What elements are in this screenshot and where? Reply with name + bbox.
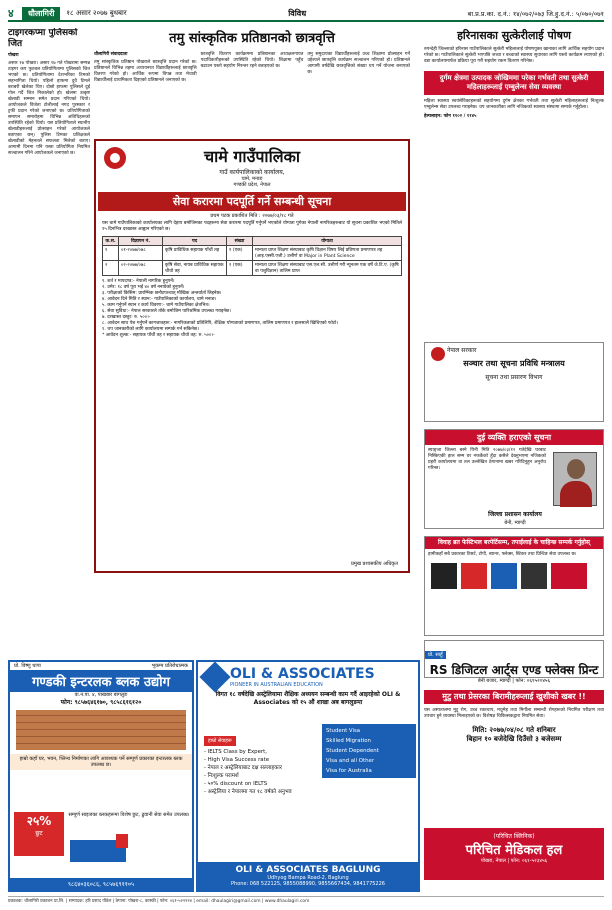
tshirt-icon bbox=[461, 563, 487, 589]
notice-title: चामे गाउँपालिका bbox=[203, 147, 301, 166]
right-notice-head: दुर्गम क्षेत्रमा उत्पादक जोखिममा परेका गर्भवती तथा सुत्केरी महिलाहरूलाई एम्बुलेन्स सेवा व्यवस्था bbox=[424, 71, 604, 95]
col-header: संख्या bbox=[227, 237, 253, 246]
discount-value: २५% bbox=[26, 814, 52, 828]
notice-rule: ९. थप जानकारीको लागि कार्यालयमा सम्पर्क गर्न सकिनेछ। bbox=[102, 327, 199, 332]
oli-footer-title: OLI & ASSOCIATES BAGLUNG bbox=[235, 865, 381, 875]
oli-visa-item: Visa for Australia bbox=[326, 768, 372, 774]
nepal-emblem-icon bbox=[431, 347, 445, 361]
oli-visa-item: Visa and all Other bbox=[326, 758, 375, 764]
tshirt-icon bbox=[431, 563, 457, 589]
missing-notice-body: स्याङ्जा जिल्ला बस्ने यिनी मिति २०७७/०३/१२ गतेदेखि घरबाट निस्किएकी हाल सम्म घर नफर्केको हुँदा कसैले देख्नुभएमा नजिकको प्रहरी कार्यालयमा वा तल उल्लेखित ठेगानामा खबर गरिदिनुहुन अनुरोध गरिन्छ। bbox=[428, 448, 546, 471]
notice-intro: यस चामे गाउँपालिकाको कार्यालयका लागि देहाय बमोजिमका पदहरूमा सेवा करारमा पदपूर्ति गर्नुपर्ने भएकोले योग्यता पुगेका नेपाली नागरिकहरूबाट यो सूचना प्रकाशित भएको मितिले १५ दिनभित्र दरखास्त आह्वान गरिएको छ। bbox=[102, 221, 402, 232]
left-headline: टाइगरकप्मा पुलिसको जित bbox=[8, 28, 78, 49]
missing-notice-place: बेनी, म्याग्दी bbox=[504, 520, 526, 526]
block-slogan: भूकम्प प्रतिरोधात्मक bbox=[151, 663, 188, 669]
right-article-text: रुपन्देही जिल्लाको हरिनास गाउँपालिकाले सुत्केरी महिलालाई पोषणयुक्त खानाका लागि आर्थिक सहयोग प्रदान गरेको छ। गाउँपालिकाले सुत्केरी भएपछि जच्चा र बच्चाको स्वास्थ्य सुधारका लागि यस्तो कार्यक्रम ल्याएको हो। वडा कार्यालयमार्फत प्रक्रिया पूरा गरी सहयोग रकम वितरण गरिनेछ। bbox=[424, 47, 604, 64]
page-number: ४ bbox=[8, 6, 14, 20]
notice-signature: प्रमुख प्रशासकीय अधिकृत bbox=[351, 561, 398, 567]
col-header: योग्यता bbox=[253, 237, 402, 246]
oli-service-item: - High Visa Success rate bbox=[204, 757, 270, 763]
truck-icon bbox=[70, 840, 126, 862]
gov-ministry: सञ्चार तथा सूचना प्रविधि मन्त्रालय bbox=[463, 359, 565, 368]
oli-visa-item: Student Visa bbox=[326, 728, 361, 734]
table-cell: १ bbox=[103, 246, 119, 261]
oli-service-item: - IELTS Class by Expert, bbox=[204, 749, 267, 755]
notice-province: गण्डकी प्रदेश, नेपाल bbox=[233, 182, 271, 188]
heart-news-date: मिति: २०७७/०४/०८ गते शनिबार bbox=[472, 726, 556, 734]
center-text-b: छात्रवृत्ति वितरण कार्यक्रममा प्रतिष्ठानका अध्यक्षलगायत पदाधिकारीहरूको उपस्थिति रहेको थियो। शिक्षामा पहुँच बढाउन यस्तो सहयोग निरन्तर रहने बताइएको छ। bbox=[200, 52, 304, 69]
center-col-1 bbox=[94, 52, 197, 86]
block-owner: प्रो. विष्णु थापा bbox=[14, 663, 41, 669]
table-cell: ०१-२०७७/०७८ bbox=[119, 246, 163, 261]
notice-rule: ७. दरखास्त दस्तुर: रु. ५००।- bbox=[102, 315, 151, 320]
oli-footer-phone: Phone: 068 522125, 9855088990, 9855667434, 9841775226 bbox=[231, 881, 385, 887]
table-row bbox=[103, 261, 402, 276]
center-text-a: तमु सांस्कृतिक प्रतिष्ठान पोखराले छात्रवृत्ति प्रदान गरेको छ। प्रतिष्ठानले विभिन्न तहमा अध्ययनरत विद्यार्थीहरूलाई छात्रवृत्ति वितरण गरेको हो। आर्थिक रूपमा विपन्न तथा मेधावी विद्यार्थीलाई प्राथमिकता दिइएको प्रतिष्ठानले जनाएको छ। bbox=[94, 60, 197, 83]
notice-rule: ८. आवेदन साथ पेश गर्नुपर्ने कागजातहरू:- नागरिकताको प्रतिलिपि, शैक्षिक योग्यताको प्रमाणपत्र, तालिम प्रमाणपत्र र हालसालै खिचिएको फोटो। bbox=[102, 321, 339, 326]
tshirt-row bbox=[425, 561, 603, 591]
banner-icon bbox=[551, 563, 587, 589]
medical-hall-ad bbox=[424, 828, 604, 880]
print-shop-ad bbox=[424, 536, 604, 636]
center-article bbox=[94, 28, 410, 138]
heart-news-body: यस अस्पतालमा मुटु रोग, उच्च रक्तचाप, मधुमेह तथा मिर्गौला सम्बन्धी रोगहरूको नियमित परीक्षण तथा उपचार हुने व्यवस्था मिलाइएको छ। विशेषज्ञ चिकित्सकद्वारा नियमित सेवा। bbox=[424, 708, 604, 719]
left-news-column bbox=[8, 28, 90, 653]
notice-rule: ५. काम गर्नुपर्ने स्थान र कार्य विवरण:- चामे गाउँपालिका क्षेत्रभित्र। bbox=[102, 303, 210, 308]
heart-clinic-news bbox=[424, 690, 604, 810]
col-header: पद bbox=[163, 237, 227, 246]
oli-visa-item: Skilled Migration bbox=[326, 738, 371, 744]
left-dateline: पोखरा bbox=[8, 53, 19, 58]
clinic-sub: (परिचित क्लिनिक) bbox=[493, 833, 535, 840]
notice-rule: २. उमेर: १८ वर्ष पूरा भई ४० वर्ष ननाघेको हुनुपर्ने। bbox=[102, 285, 185, 290]
oli-visa-item: Student Dependent bbox=[326, 748, 379, 754]
gov-top-line: नेपाल सरकार bbox=[447, 347, 477, 354]
municipality-notice bbox=[94, 139, 410, 573]
missing-notice-office: जिल्ला प्रशासन कार्यालय bbox=[488, 511, 542, 518]
center-headline: तमु सांस्कृतिक प्रतिष्ठानको छात्रवृत्ति bbox=[169, 31, 335, 46]
notice-rules bbox=[96, 279, 408, 339]
heart-news-time: बिहान १० बजेदेखि दिउँसो ३ बजेसम्म bbox=[466, 735, 562, 743]
rs-digital-ad bbox=[424, 640, 604, 684]
left-article-body bbox=[8, 53, 90, 157]
oli-service-item: - नेपाल र अस्ट्रेलियाबाट दक्ष सल्लाहकार bbox=[204, 765, 282, 771]
page-footer: प्रकाशक: धौलागिरी प्रकाशन प्रा.लि. | सम्पादक: हरि प्रसाद पौडेल | ठेगाना: पोखरा-८, कास्की | फोन: ०६१-५२२१२४ | email: dhaulagiri@gmail.com | www.dhaulagiri.com bbox=[8, 896, 604, 906]
left-article-text: असार १७ पोखरा। असार १७ गते पोखरामा सम्पन्न टाइगर कप फुटबल प्रतियोगितामा पुलिसको जित भएको छ। प्रतियोगितामा देशभरिका टिमको सहभागिता थियो। पहिलो हाफमा दुवै टिमले बराबरी खेलेका थिए। दोस्रो हाफमा पुलिसले दुई गोल गर्दै जित निकालेको हो। खेलमा उत्कृष्ट खेलाडी सम्मान समेत प्रदान गरिएको थियो। आयोजकले विजेता टोलीलाई नगद पुरस्कार र ट्रफी प्रदान गरेको जनाएको छ। प्रतियोगिताको समापन समारोहमा विभिन्न अतिथिहरूको उपस्थिति रहेको थियो। यस प्रतियोगिताले स्थानीय खेलाडीहरूलाई प्रोत्साहन गरेको आयोजकले बताएका छन्। पुलिस टिमका प्रशिक्षकले खेलाडीको मेहनतले सफलता मिलेको बताए। आगामी दिनमा पनि यस्ता प्रतियोगिता नियमित सञ्चालन गरिने आयोजकले जनाएको छ। bbox=[8, 61, 90, 156]
page-header bbox=[8, 6, 604, 22]
table-cell: १ (एक) bbox=[227, 261, 253, 276]
rs-address: बेनी बजार, म्याग्दी | फोन: ०६९५२०४५६ bbox=[477, 678, 551, 684]
oli-services-label: हाम्रो सेवाहरू bbox=[204, 736, 236, 746]
vacancy-table bbox=[102, 236, 402, 276]
notice-rule: * आवेदन शुल्क:- सहायक पाँचौं तह र सहायक चौथो तह: रु. ५००।- bbox=[102, 333, 215, 338]
table-cell: मान्यता प्राप्त शिक्षण संस्थाबाट कृषि विज्ञान विषय लिई प्रविणता प्रमाणपत्र तह (आइ.एस्सी.एजी.) उत्तीर्ण वा Major in Plant Science bbox=[253, 246, 402, 261]
block-ad-phone: फोन: ९८५७६४६१७०, ९८५८६१६१२० bbox=[60, 699, 142, 706]
right-notice-body: महिला स्वास्थ्य स्वयंसेविकाहरूको सहयोगमा दुर्गम क्षेत्रका गर्भवती तथा सुत्केरी महिलाहरूलाई निःशुल्क एम्बुलेन्स सेवा उपलब्ध गराइनेछ। थप जानकारीका लागि नजिकको स्वास्थ्य संस्थामा सम्पर्क गर्नुहोला। bbox=[424, 99, 604, 110]
table-row bbox=[103, 246, 402, 261]
registration-number: बा.प्र.प्र.का. द.नं.: १४/०७२/०७३ जि.हु.द.नं.: ५/०७०/०७१ bbox=[467, 9, 604, 18]
block-ad-description: हाम्रो कहाँ घर, भवन, प्लिन्थ निर्माणका लागि आवश्यक पर्ने सम्पूर्ण प्रकारका इन्टरलक ब्लक उपलब्ध छ। bbox=[10, 754, 192, 770]
discount-badge bbox=[14, 812, 64, 856]
print-shop-headline: विवाह ब्रत फेस्टिभल बरपेर्टिसम्म, तपाईंलाई के चाहिन्छ सम्पर्क गर्नुहोस् bbox=[425, 537, 603, 549]
oli-service-item: - निःशुल्क परामर्श bbox=[204, 773, 239, 779]
notice-pub-date: प्रथम पटक प्रकाशित मिति : २०७७/०३/१८ गते bbox=[210, 213, 294, 219]
block-ad-address: वा.न.पा. ४, पाखबार बागलुङ bbox=[74, 692, 128, 698]
col-header: क.स. bbox=[103, 237, 119, 246]
center-col-3 bbox=[307, 52, 410, 86]
right-contact: हेल्पलाइन: फोन ११०२ / ११४५ bbox=[424, 114, 477, 119]
tshirt-icon bbox=[491, 563, 517, 589]
oli-visa-list bbox=[322, 724, 416, 778]
oli-associates-ad bbox=[196, 660, 420, 892]
table-cell: १ (एक) bbox=[227, 246, 253, 261]
gov-department: सूचना तथा प्रसारण विभाग bbox=[485, 374, 543, 381]
oli-services bbox=[204, 736, 314, 796]
notice-rule: ३. परीक्षाको किसिम: प्रारम्भिक छनौटपश्चात् मौखिक अन्तर्वार्ता लिइनेछ। bbox=[102, 291, 222, 296]
notice-office: गाउँ कार्यपालिकाको कार्यालय, bbox=[219, 169, 285, 176]
paper-brand: धौलागिरी bbox=[22, 7, 60, 20]
missing-person-photo bbox=[553, 452, 597, 506]
block-ad-offer: सम्पूर्ण साइजका ब्लकहरूमा विशेष छुट, ढुवानी सेवा समेत उपलब्ध। bbox=[68, 812, 190, 818]
bricks-image bbox=[16, 710, 186, 750]
vacancy-table-header bbox=[103, 237, 402, 246]
nepal-emblem-icon bbox=[104, 147, 126, 169]
table-cell: २ bbox=[103, 261, 119, 276]
notice-rule: ४. आवेदन दिने मिति र स्थान:- गाउँपालिकाको कार्यालय, चामे मनाङ। bbox=[102, 297, 217, 302]
oli-title: OLI & ASSOCIATES bbox=[230, 666, 375, 682]
print-shop-body: हामीकहाँ सबै प्रकारका टिसर्ट, टोपी, ब्यानर, फ्लेक्स, स्टिकर तथा प्रिन्टिङ सेवा उपलब्ध छ। bbox=[428, 552, 577, 557]
issue-date: १८ असार २०७७ बुधबार bbox=[66, 8, 127, 17]
cap-icon bbox=[521, 563, 547, 589]
notice-rule: ६. सेवा सुविधा:- नेपाल सरकारले तोके बमोजिम पारिश्रमिक उपलब्ध गराइनेछ। bbox=[102, 309, 231, 314]
missing-notice-title: दुई व्यक्ति हराएको सूचना bbox=[425, 430, 603, 445]
center-text-c: तमु समुदायका विद्यार्थीहरूलाई उच्च शिक्षामा प्रोत्साहन गर्ने उद्देश्यले छात्रवृत्ति कार्यक्रम सञ्चालन गरिएको हो। प्रतिष्ठानले आगामी वर्षदेखि छात्रवृत्तिको संख्या थप गर्ने योजना बनाएको छ। bbox=[307, 52, 410, 75]
clinic-phone: पोखरा, नेपाल | फोन: ०६१-५२३४५६ bbox=[480, 858, 548, 864]
heart-news-headline: मुटु तथा प्रेसरका बिरामीहरूलाई खुशीको खबर !! bbox=[424, 690, 604, 704]
table-cell: कृषि सेवा, नायब प्राविधिक सहायक चौथो तह bbox=[163, 261, 227, 276]
right-headline: हरिनासका सुत्केरीलाई पोषण bbox=[457, 29, 571, 42]
clinic-title: परिचित मेडिकल हल bbox=[465, 843, 563, 858]
oli-service-item: - ५०% discount on IELTS bbox=[204, 781, 268, 787]
block-ad-top bbox=[10, 662, 192, 670]
col-header: विज्ञापन नं. bbox=[119, 237, 163, 246]
center-dateline: धौलागिरी संवाददाता bbox=[94, 52, 128, 57]
missing-person-notice bbox=[424, 429, 604, 529]
notice-rule: १. शर्त र मापदण्ड:- नेपाली नागरिक हुनुपर्ने। bbox=[102, 279, 175, 284]
block-ad-footer: ९८६४०३६०८६, ९८५७६९११०५ bbox=[10, 878, 192, 890]
center-col-2 bbox=[201, 52, 304, 86]
table-cell: कृषि प्राविधिक सहायक पाँचौं तह bbox=[163, 246, 227, 261]
block-ad-title: गण्डकी इन्टरलक ब्लक उद्योग bbox=[10, 670, 192, 692]
section-title: विविध bbox=[288, 8, 307, 18]
oli-footer bbox=[198, 862, 418, 890]
oli-tagline: PIONEER IN AUSTRALIAN EDUCATION bbox=[230, 682, 323, 688]
interlock-block-ad bbox=[8, 660, 194, 892]
government-notice bbox=[424, 342, 604, 422]
notice-address: चामे, मनाङ bbox=[241, 176, 263, 182]
rs-title: RS डिजिटल आर्ट्स एण्ड फ्लेक्स प्रिन्ट bbox=[429, 663, 599, 677]
table-cell: मान्यता प्राप्त शिक्षण संस्थाबाट एस.एल.सी. उत्तीर्ण गरी न्यूनतम एक वर्षे जे.टि.ए. (कृषि वा पशुविज्ञान) तालिम प्राप्त bbox=[253, 261, 402, 276]
oli-headline: विगत १८ वर्षदेखि अस्ट्रेलियामा शैक्षिक अध्ययन सम्बन्धी काम गर्दै आइरहेको OLI & Associates को १५ औं शाखा अब बागलुङमा bbox=[215, 691, 401, 706]
rs-label: प्रो. साहुँ bbox=[425, 651, 446, 659]
table-cell: ०२-२०७७/०७८ bbox=[119, 261, 163, 276]
oli-service-item: - अस्ट्रेलिया र नेपालमा गत १८ वर्षको अनुभव bbox=[204, 789, 292, 795]
discount-label: छुट bbox=[35, 830, 43, 837]
oli-footer-address: Udhyog Bampa Road-2, Baglung bbox=[267, 875, 349, 881]
right-news-column bbox=[424, 28, 604, 338]
notice-banner: सेवा करारमा पदपूर्ति गर्ने सम्बन्धी सूचना bbox=[98, 192, 406, 211]
